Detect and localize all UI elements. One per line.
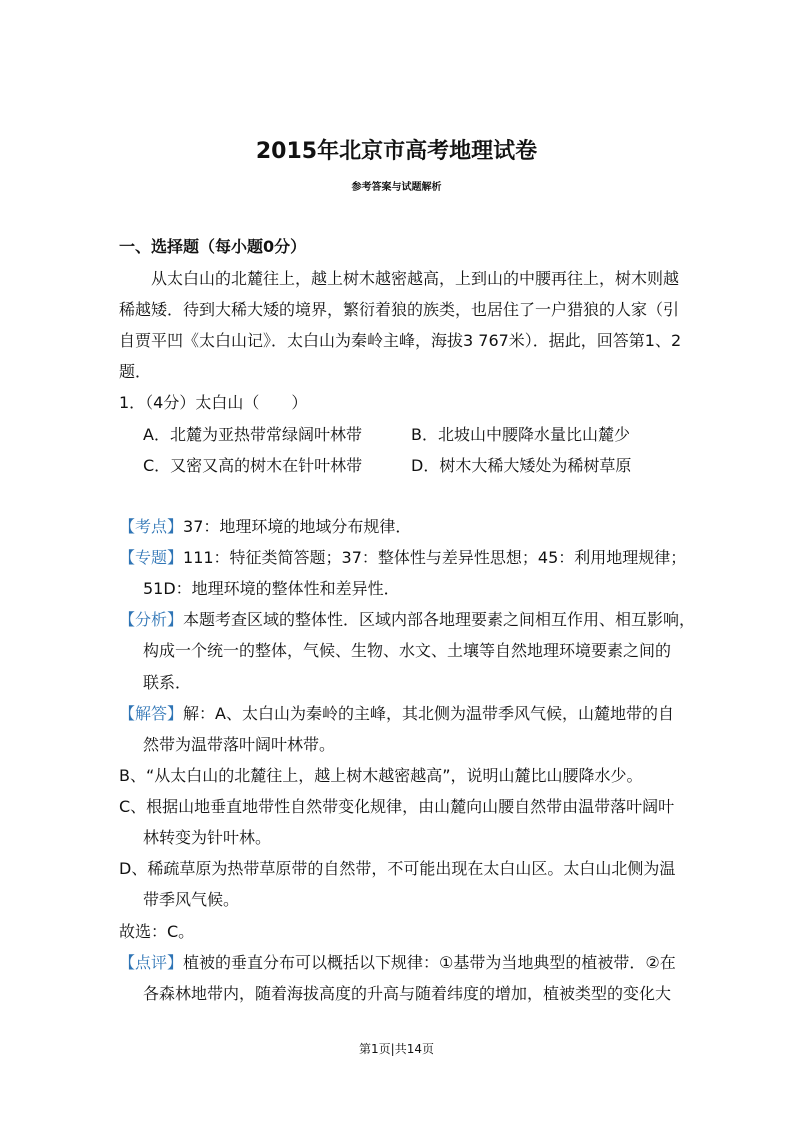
- fenxi-tag: 【分析】: [119, 610, 184, 629]
- answer-d: D、稀疏草原为热带草原带的自然带，不可能出现在太白山区。太白山北侧为温: [119, 859, 676, 878]
- kaodian-tag: 【考点】: [119, 517, 184, 536]
- section-heading: 一、选择题（每小题0分）: [119, 237, 307, 256]
- dianping-tag: 【点评】: [119, 953, 184, 972]
- fenxi-text: 本题考查区域的整体性．区域内部各地理要素之间相互作用、相互影响，: [183, 610, 696, 629]
- kaodian-text: 37：地理环境的地域分布规律．: [183, 517, 412, 536]
- passage-line: 自贾平凹《太白山记》．太白山为秦岭主峰，海拔3 767米）．据此，回答第1、2: [119, 331, 682, 350]
- jieda: [119, 704, 674, 724]
- jieda-tag: 【解答】: [119, 704, 184, 723]
- dianping-text: 各森林地带内，随着海拔高度的升高与随着纬度的增加，植被类型的变化大: [143, 984, 672, 1003]
- page-title: 2015年北京市高考地理试卷: [255, 139, 538, 164]
- answer-c: C、根据山地垂直地带性自然带变化规律，由山麓向山腰自然带由温带落叶阔叶: [119, 797, 675, 816]
- zhuanti-tag: 【专题】: [119, 548, 184, 567]
- jieda-text: 然带为温带落叶阔叶林带。: [143, 735, 336, 754]
- option-b: B．北坡山中腰降水量比山麓少: [411, 425, 630, 444]
- page-subtitle: 参考答案与试题解析: [351, 182, 442, 193]
- option-a: A．北麓为亚热带常绿阔叶林带: [143, 425, 362, 444]
- jieda-text: 解：A、太白山为秦岭的主峰，其北侧为温带季风气候，山麓地带的自: [183, 704, 674, 723]
- fenxi-text: 构成一个统一的整体，气候、生物、水文、土壤等自然地理环境要素之间的: [143, 641, 672, 660]
- passage-line: 题．: [119, 362, 152, 381]
- zhuanti-text: 111：特征类简答题；37：整体性与差异性思想；45：利用地理规律；: [183, 548, 687, 567]
- final-answer: 故选：C。: [119, 922, 195, 941]
- option-c: C．又密又高的树木在针叶林带: [143, 456, 363, 475]
- page-footer: 第1页|共14页: [359, 1042, 434, 1056]
- zhuanti-text: 51D：地理环境的整体性和差异性．: [143, 579, 400, 598]
- fenxi: [119, 610, 695, 630]
- fenxi-text: 联系．: [143, 673, 192, 692]
- answer-b: B、“从太白山的北麓往上，越上树木越密越高”，说明山麓比山腰降水少。: [119, 766, 643, 785]
- dianping: [119, 953, 676, 973]
- question-stem: 1．（4分）太白山（ ）: [119, 393, 308, 412]
- passage-line: 稀越矮．待到大稀大矮的境界，繁衍着狼的族类，也居住了一户猎狼的人家（引: [119, 300, 680, 319]
- kaodian: [119, 517, 411, 537]
- passage-line: 从太白山的北麓往上，越上树木越密越高，上到山的中腰再往上，树木则越: [151, 269, 680, 288]
- option-d: D．树木大稀大矮处为稀树草原: [411, 456, 632, 475]
- dianping-text: 植被的垂直分布可以概括以下规律：①基带为当地典型的植被带．②在: [183, 953, 676, 972]
- answer-c: 林转变为针叶林。: [143, 828, 272, 847]
- zhuanti: [119, 548, 686, 568]
- answer-d: 带季风气候。: [143, 890, 240, 909]
